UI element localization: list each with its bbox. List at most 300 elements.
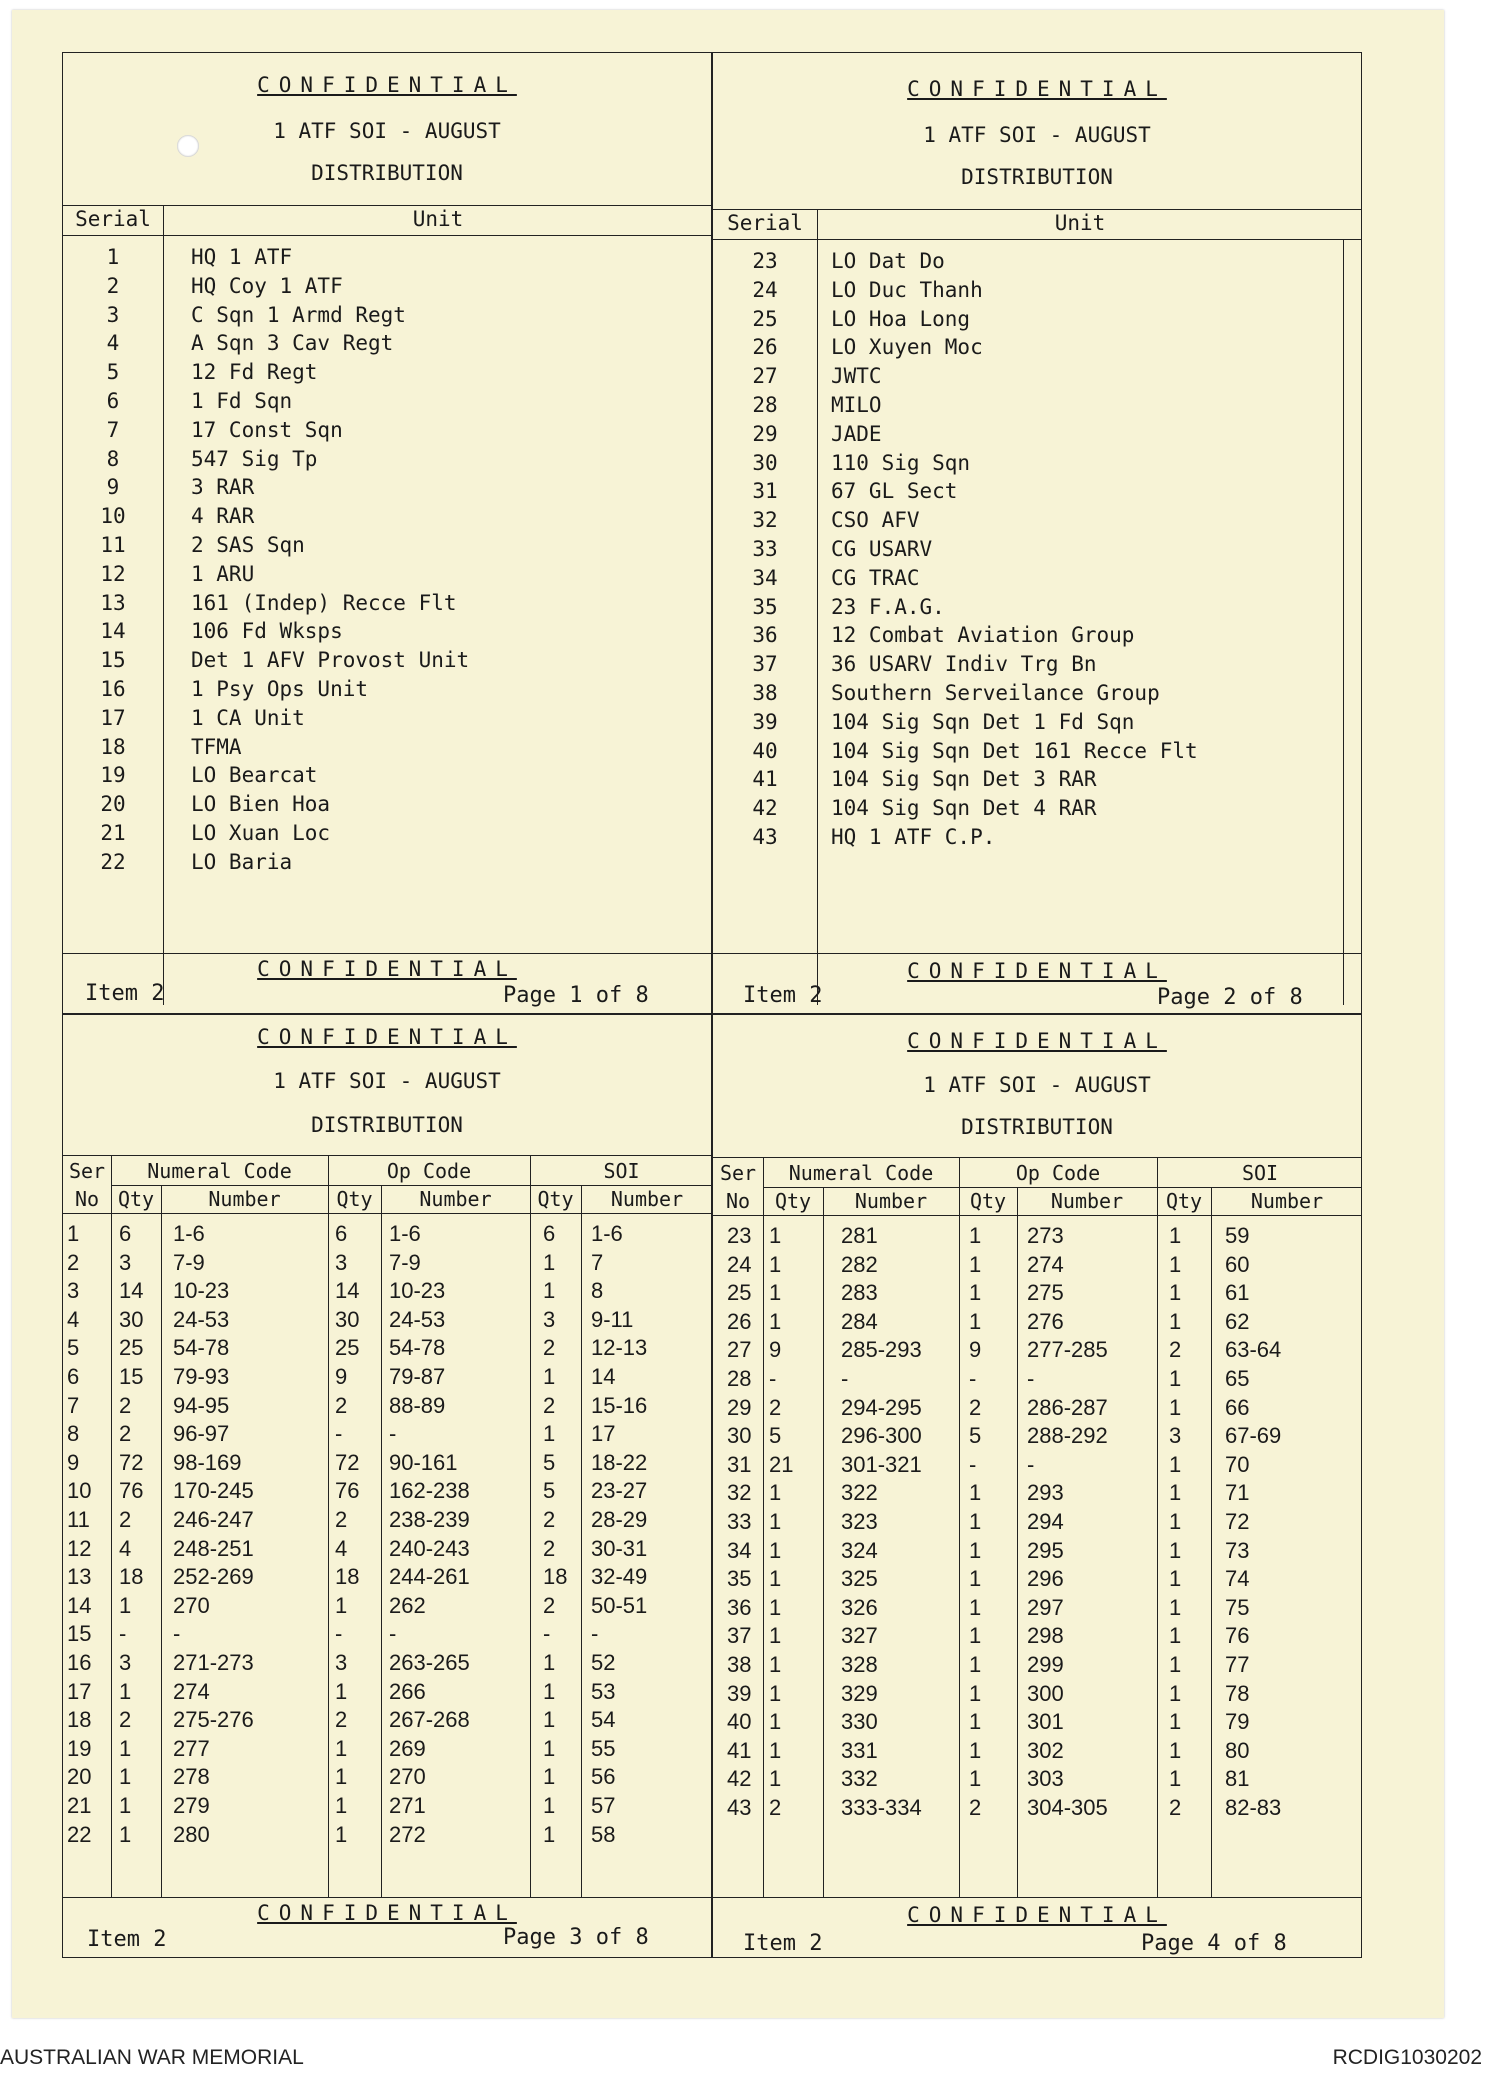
numeral-qty-cell: 3 bbox=[119, 1650, 132, 1675]
numeral-qty-cell: 1 bbox=[119, 1592, 132, 1618]
numeral-qty-cell: - bbox=[119, 1621, 127, 1647]
soi-number-cell: 52 bbox=[591, 1650, 616, 1675]
numeral-qty-cell: 2 bbox=[119, 1421, 132, 1447]
table-row bbox=[713, 1538, 1361, 1567]
soi-number-cell: 50-51 bbox=[591, 1592, 648, 1618]
op-qty-cell: 4 bbox=[335, 1535, 348, 1561]
numeral-number-cell: 282 bbox=[841, 1251, 878, 1277]
serial: 20 bbox=[100, 792, 126, 817]
serial: 17 bbox=[100, 705, 126, 730]
op-qty-cell: 2 bbox=[335, 1507, 348, 1532]
serial: 11 bbox=[100, 532, 126, 557]
op-number-cell: - bbox=[1027, 1366, 1035, 1391]
numeral-qty-cell: 1 bbox=[119, 1764, 132, 1790]
op-number-cell: 272 bbox=[389, 1821, 426, 1847]
numeral-qty-cell: 4 bbox=[119, 1535, 132, 1561]
qty-header: Qty bbox=[117, 1187, 155, 1211]
op-qty-cell: 1 bbox=[969, 1623, 982, 1649]
op-qty-cell: 1 bbox=[969, 1223, 982, 1248]
numeral-number-cell: 246-247 bbox=[173, 1507, 254, 1532]
unit: C Sqn 1 Armd Regt bbox=[191, 302, 406, 327]
soi-number-cell: 55 bbox=[591, 1735, 616, 1761]
numeral-number-cell: 96-97 bbox=[173, 1421, 230, 1447]
serial: 21 bbox=[100, 820, 126, 845]
unit: HQ 1 ATF bbox=[191, 245, 293, 269]
op-number-cell: 303 bbox=[1027, 1766, 1064, 1792]
op-qty-cell: 1 bbox=[969, 1566, 982, 1592]
serial: 23 bbox=[752, 249, 778, 273]
op-qty-cell: 1 bbox=[335, 1735, 348, 1761]
ser-no-cell: 16 bbox=[67, 1650, 92, 1675]
op-number-cell: 267-268 bbox=[389, 1707, 470, 1733]
table-row bbox=[63, 1450, 711, 1479]
op-number-cell: 240-243 bbox=[389, 1535, 470, 1561]
op-qty-cell: 1 bbox=[335, 1793, 348, 1818]
soi-number-cell: 14 bbox=[591, 1364, 616, 1389]
op-qty-cell: 1 bbox=[969, 1766, 982, 1792]
unit: Det 1 AFV Provost Unit bbox=[191, 648, 470, 673]
soi-number-cell: 79 bbox=[1225, 1709, 1250, 1735]
soi-number-cell: 57 bbox=[591, 1793, 616, 1818]
unit: 4 RAR bbox=[191, 504, 255, 529]
numeral-number-cell: 7-9 bbox=[173, 1249, 205, 1275]
ser-no-cell: 13 bbox=[67, 1564, 92, 1590]
table-row bbox=[63, 1278, 711, 1307]
op-code-header: Op Code bbox=[386, 1159, 472, 1183]
ser-no-cell: 11 bbox=[67, 1507, 90, 1532]
unit: Southern Serveilance Group bbox=[831, 680, 1160, 705]
number-header: Number bbox=[1250, 1189, 1324, 1213]
soi-qty-cell: 2 bbox=[1169, 1337, 1182, 1363]
ser-no-cell: 12 bbox=[67, 1535, 92, 1561]
op-qty-cell: 3 bbox=[335, 1650, 348, 1675]
table-row bbox=[63, 1250, 711, 1279]
op-number-cell: 275 bbox=[1027, 1280, 1064, 1306]
table-row bbox=[63, 1650, 711, 1679]
serial: 13 bbox=[100, 590, 126, 615]
unit-column-header: Unit bbox=[1054, 211, 1106, 235]
op-qty-cell: 1 bbox=[969, 1737, 982, 1763]
soi-number-cell: 78 bbox=[1225, 1680, 1250, 1706]
item-label: Item 2 bbox=[743, 1931, 823, 1956]
op-number-cell: 298 bbox=[1027, 1623, 1064, 1649]
unit-column-header: Unit bbox=[412, 207, 464, 231]
soi-number-cell: 15-16 bbox=[591, 1392, 648, 1418]
serial: 38 bbox=[752, 680, 778, 705]
numeral-number-cell: 330 bbox=[841, 1709, 878, 1735]
ser-no-cell: 34 bbox=[727, 1537, 752, 1563]
ser-no-cell: 27 bbox=[727, 1337, 752, 1363]
serial-list bbox=[63, 245, 163, 879]
unit-list bbox=[191, 245, 469, 879]
soi-qty-cell: 1 bbox=[1169, 1308, 1182, 1334]
soi-number-cell: 73 bbox=[1225, 1537, 1250, 1563]
page-4-panel bbox=[712, 1014, 1362, 1958]
numeral-qty-cell: 30 bbox=[119, 1306, 144, 1332]
soi-qty-cell: 1 bbox=[1169, 1709, 1182, 1735]
page-number: Page 1 of 8 bbox=[503, 983, 649, 1008]
op-number-cell: 269 bbox=[389, 1735, 426, 1761]
soi-number-cell: 28-29 bbox=[591, 1507, 648, 1532]
numeral-qty-cell: 1 bbox=[119, 1678, 132, 1704]
op-number-cell: 297 bbox=[1027, 1594, 1064, 1620]
op-qty-cell: 1 bbox=[969, 1652, 982, 1677]
ser-no-cell: 4 bbox=[67, 1306, 80, 1332]
serial: 24 bbox=[752, 277, 778, 302]
ser-header: Ser bbox=[68, 1159, 106, 1183]
numeral-qty-cell: 1 bbox=[769, 1680, 782, 1706]
number-header: Number bbox=[854, 1189, 928, 1213]
numeral-qty-cell: 21 bbox=[769, 1451, 794, 1477]
table-row bbox=[63, 1478, 711, 1507]
ser-no-cell: 3 bbox=[67, 1278, 80, 1304]
numeral-qty-cell: 1 bbox=[769, 1566, 782, 1592]
numeral-qty-cell: 1 bbox=[769, 1308, 782, 1334]
numeral-code-header: Numeral Code bbox=[147, 1159, 292, 1183]
op-qty-cell: 2 bbox=[969, 1394, 982, 1420]
table-row bbox=[713, 1252, 1361, 1281]
page-1-panel bbox=[62, 52, 712, 1014]
numeral-number-cell: 283 bbox=[841, 1280, 878, 1306]
archive-name: AUSTRALIAN WAR MEMORIAL bbox=[0, 2046, 304, 2069]
unit: 104 Sig Sqn Det 161 Recce Flt bbox=[831, 738, 1198, 763]
unit: JADE bbox=[831, 421, 882, 446]
soi-number-cell: 58 bbox=[591, 1821, 616, 1847]
unit: LO Duc Thanh bbox=[831, 277, 983, 302]
numeral-number-cell: 248-251 bbox=[173, 1535, 254, 1561]
op-qty-cell: 1 bbox=[969, 1280, 982, 1306]
numeral-number-cell: 79-93 bbox=[173, 1364, 230, 1389]
ser-no-cell: 36 bbox=[727, 1594, 752, 1620]
soi-qty-cell: 1 bbox=[1169, 1366, 1182, 1391]
serial: 27 bbox=[752, 364, 778, 389]
table-row bbox=[63, 1736, 711, 1765]
unit: CG TRAC bbox=[831, 565, 920, 590]
unit: TFMA bbox=[191, 734, 242, 759]
serial: 35 bbox=[752, 594, 778, 619]
op-number-cell: 273 bbox=[1027, 1223, 1064, 1248]
ser-no-cell: 42 bbox=[727, 1766, 752, 1792]
item-label: Item 2 bbox=[743, 983, 823, 1008]
soi-qty-cell: 1 bbox=[1169, 1566, 1182, 1592]
serial: 32 bbox=[752, 508, 778, 533]
numeral-number-cell: 284 bbox=[841, 1308, 878, 1334]
soi-number-cell: 80 bbox=[1225, 1737, 1250, 1763]
soi-header: SOI bbox=[603, 1159, 640, 1183]
numeral-number-cell: 281 bbox=[841, 1223, 878, 1248]
ser-no-cell: 26 bbox=[727, 1308, 752, 1334]
soi-qty-cell: 5 bbox=[543, 1449, 556, 1475]
soi-number-cell: 61 bbox=[1225, 1280, 1250, 1306]
serial: 26 bbox=[752, 335, 778, 360]
op-qty-cell: - bbox=[969, 1366, 977, 1391]
unit-list bbox=[831, 249, 1198, 854]
item-label: Item 2 bbox=[85, 981, 165, 1006]
op-number-cell: 266 bbox=[389, 1678, 426, 1704]
soi-qty-cell: 18 bbox=[543, 1564, 568, 1590]
qty-header: Qty bbox=[1165, 1189, 1203, 1213]
op-number-cell: 263-265 bbox=[389, 1650, 470, 1675]
table-row bbox=[713, 1309, 1361, 1338]
unit: 1 ARU bbox=[191, 561, 255, 586]
serial: 15 bbox=[100, 648, 126, 673]
table-row bbox=[713, 1280, 1361, 1309]
unit: 104 Sig Sqn Det 4 RAR bbox=[831, 796, 1097, 821]
serial: 6 bbox=[106, 388, 120, 413]
page-number: Page 3 of 8 bbox=[503, 1925, 649, 1950]
soi-qty-cell: 3 bbox=[1169, 1423, 1182, 1449]
soi-qty-cell: 1 bbox=[1169, 1223, 1182, 1248]
soi-qty-cell: 6 bbox=[543, 1221, 556, 1246]
op-qty-cell: 14 bbox=[335, 1278, 360, 1304]
numeral-number-cell: 280 bbox=[173, 1821, 210, 1847]
soi-qty-cell: 1 bbox=[543, 1821, 556, 1847]
table-row bbox=[63, 1621, 711, 1650]
table-row bbox=[63, 1707, 711, 1736]
op-qty-cell: 2 bbox=[969, 1795, 982, 1820]
op-number-cell: 296 bbox=[1027, 1566, 1064, 1592]
soi-number-cell: 76 bbox=[1225, 1623, 1250, 1649]
soi-number-cell: 60 bbox=[1225, 1251, 1250, 1277]
numeral-qty-cell: 1 bbox=[769, 1652, 782, 1677]
numeral-qty-cell: 2 bbox=[119, 1707, 132, 1733]
numeral-qty-cell: 18 bbox=[119, 1564, 144, 1590]
qty-header: Qty bbox=[774, 1189, 812, 1213]
ser-no-cell: 29 bbox=[727, 1394, 752, 1420]
serial: 22 bbox=[100, 849, 126, 874]
unit: 17 Const Sqn bbox=[191, 417, 343, 442]
soi-qty-cell: 2 bbox=[1169, 1795, 1182, 1820]
ser-no-cell: 15 bbox=[67, 1621, 92, 1647]
soi-qty-cell: 1 bbox=[1169, 1680, 1182, 1706]
op-qty-cell: 3 bbox=[335, 1249, 348, 1275]
op-number-cell: 274 bbox=[1027, 1251, 1064, 1277]
unit: LO Xuan Loc bbox=[191, 820, 331, 845]
numeral-code-header: Numeral Code bbox=[788, 1161, 934, 1185]
op-qty-cell: 1 bbox=[335, 1678, 348, 1704]
numeral-qty-cell: 9 bbox=[769, 1337, 782, 1363]
soi-qty-cell: 1 bbox=[543, 1735, 556, 1761]
ser-no-cell: 28 bbox=[727, 1366, 752, 1391]
ser-no-cell: 20 bbox=[67, 1764, 92, 1790]
serial: 36 bbox=[752, 623, 778, 648]
op-number-cell: 288-292 bbox=[1027, 1423, 1108, 1449]
ser-no-cell: 25 bbox=[727, 1280, 752, 1306]
numeral-number-cell: 301-321 bbox=[841, 1451, 922, 1477]
confidential-heading: CONFIDENTIAL bbox=[257, 73, 517, 97]
page-2-panel bbox=[712, 52, 1362, 1014]
ser-no-cell: 5 bbox=[67, 1335, 80, 1361]
ser-no-cell: 7 bbox=[67, 1392, 80, 1418]
soi-qty-cell: 2 bbox=[543, 1592, 556, 1618]
table-row bbox=[713, 1795, 1361, 1824]
ser-no-cell: 41 bbox=[727, 1737, 752, 1763]
ser-no-cell: 21 bbox=[67, 1793, 92, 1818]
numeral-qty-cell: 2 bbox=[769, 1795, 782, 1820]
numeral-number-cell: 325 bbox=[841, 1566, 878, 1592]
ser-no-cell: 35 bbox=[727, 1566, 752, 1592]
soi-qty-cell: 1 bbox=[543, 1764, 556, 1790]
op-qty-cell: 1 bbox=[969, 1709, 982, 1735]
soi-qty-cell: 1 bbox=[1169, 1509, 1182, 1534]
numeral-number-cell: - bbox=[841, 1366, 849, 1391]
number-header: Number bbox=[419, 1187, 492, 1211]
table-row bbox=[713, 1337, 1361, 1366]
page-number: Page 2 of 8 bbox=[1157, 985, 1303, 1010]
soi-number-cell: 9-11 bbox=[591, 1306, 634, 1332]
serial: 16 bbox=[100, 676, 126, 701]
numeral-number-cell: 275-276 bbox=[173, 1707, 254, 1733]
numeral-qty-cell: 1 bbox=[769, 1709, 782, 1735]
op-qty-cell: - bbox=[335, 1621, 343, 1647]
table-row bbox=[713, 1223, 1361, 1252]
ser-no-cell: 39 bbox=[727, 1680, 752, 1706]
numeral-qty-cell: 1 bbox=[119, 1821, 132, 1847]
op-qty-cell: 1 bbox=[969, 1537, 982, 1563]
unit: CSO AFV bbox=[831, 508, 920, 533]
numeral-qty-cell: 25 bbox=[119, 1335, 144, 1361]
op-qty-cell: - bbox=[969, 1451, 977, 1477]
op-number-cell: 293 bbox=[1027, 1480, 1064, 1506]
soi-qty-cell: 1 bbox=[1169, 1280, 1182, 1306]
unit: 161 (Indep) Recce Flt bbox=[191, 590, 457, 615]
numeral-qty-cell: 3 bbox=[119, 1249, 132, 1275]
numeral-qty-cell: 1 bbox=[769, 1480, 782, 1506]
soi-number-cell: 7 bbox=[591, 1249, 604, 1275]
table-row bbox=[63, 1793, 711, 1822]
serial: 4 bbox=[106, 331, 120, 356]
serial: 30 bbox=[752, 450, 778, 475]
numeral-number-cell: 323 bbox=[841, 1509, 878, 1534]
table-row bbox=[63, 1507, 711, 1536]
unit: LO Baria bbox=[191, 849, 293, 874]
table-row bbox=[63, 1221, 711, 1250]
serial-column-header: Serial bbox=[727, 211, 803, 235]
op-number-cell: 262 bbox=[389, 1592, 426, 1618]
soi-qty-cell: 1 bbox=[1169, 1251, 1182, 1277]
op-qty-cell: 72 bbox=[335, 1449, 360, 1475]
numeral-number-cell: - bbox=[173, 1621, 181, 1647]
soi-number-cell: 23-27 bbox=[591, 1478, 648, 1504]
op-qty-cell: 1 bbox=[335, 1821, 348, 1847]
unit: 104 Sig Sqn Det 3 RAR bbox=[831, 767, 1097, 792]
soi-qty-cell: - bbox=[543, 1621, 551, 1647]
ser-no-cell: 32 bbox=[727, 1480, 752, 1506]
soi-number-cell: 82-83 bbox=[1225, 1795, 1282, 1820]
ser-no-cell: 24 bbox=[727, 1251, 752, 1277]
numeral-number-cell: 328 bbox=[841, 1652, 878, 1677]
serial: 43 bbox=[752, 824, 778, 849]
soi-qty-cell: 5 bbox=[543, 1478, 556, 1504]
table-row bbox=[63, 1393, 711, 1422]
soi-qty-cell: 2 bbox=[543, 1507, 556, 1532]
soi-header: SOI bbox=[1241, 1161, 1279, 1185]
ser-no-cell: 37 bbox=[727, 1623, 752, 1649]
numeral-number-cell: 331 bbox=[841, 1737, 878, 1763]
serial: 31 bbox=[752, 479, 778, 504]
soi-number-cell: 54 bbox=[591, 1707, 616, 1733]
numeral-qty-cell: 1 bbox=[769, 1737, 782, 1763]
table-row bbox=[63, 1364, 711, 1393]
serial: 7 bbox=[106, 417, 120, 442]
serial: 33 bbox=[752, 536, 778, 561]
unit: 23 F.A.G. bbox=[831, 594, 945, 619]
op-number-cell: 88-89 bbox=[389, 1392, 446, 1418]
numeral-qty-cell: 1 bbox=[119, 1735, 132, 1761]
soi-qty-cell: 3 bbox=[543, 1306, 556, 1332]
ser-no-cell: 23 bbox=[727, 1223, 752, 1248]
soi-qty-cell: 1 bbox=[543, 1249, 556, 1275]
serial-column-header: Serial bbox=[75, 207, 151, 231]
soi-number-cell: 8 bbox=[591, 1278, 604, 1304]
op-qty-cell: 6 bbox=[335, 1221, 348, 1246]
numeral-qty-cell: 2 bbox=[769, 1394, 782, 1420]
op-number-cell: 24-53 bbox=[389, 1306, 446, 1332]
distribution-heading: DISTRIBUTION bbox=[961, 1115, 1113, 1139]
numeral-qty-cell: 1 bbox=[769, 1537, 782, 1563]
unit: 547 Sig Tp bbox=[191, 446, 318, 471]
serial: 1 bbox=[106, 245, 120, 269]
unit: 1 Psy Ops Unit bbox=[191, 676, 369, 701]
soi-number-cell: 12-13 bbox=[591, 1335, 648, 1361]
table-row bbox=[713, 1709, 1361, 1738]
serial: 8 bbox=[106, 446, 120, 471]
table-row bbox=[713, 1452, 1361, 1481]
op-number-cell: 286-287 bbox=[1027, 1394, 1108, 1420]
op-number-cell: 271 bbox=[389, 1793, 426, 1818]
unit: MILO bbox=[831, 392, 882, 417]
unit: LO Xuyen Moc bbox=[831, 335, 983, 360]
ser-no-cell: 18 bbox=[67, 1707, 92, 1733]
confidential-footer: CONFIDENTIAL bbox=[907, 959, 1167, 983]
unit: HQ Coy 1 ATF bbox=[191, 273, 343, 298]
unit: A Sqn 3 Cav Regt bbox=[191, 331, 394, 356]
op-qty-cell: 5 bbox=[969, 1423, 982, 1449]
number-header: Number bbox=[208, 1187, 281, 1211]
number-header: Number bbox=[610, 1187, 684, 1211]
numeral-qty-cell: 1 bbox=[119, 1793, 132, 1818]
soi-qty-cell: 1 bbox=[1169, 1737, 1182, 1763]
numeral-number-cell: 279 bbox=[173, 1793, 210, 1818]
ser-no-cell: 14 bbox=[67, 1592, 92, 1618]
serial: 34 bbox=[752, 565, 778, 590]
number-header: Number bbox=[1050, 1189, 1124, 1213]
op-number-cell: 304-305 bbox=[1027, 1795, 1108, 1820]
numeral-number-cell: 252-269 bbox=[173, 1564, 254, 1590]
ser-no-cell: 19 bbox=[67, 1735, 92, 1761]
confidential-footer: CONFIDENTIAL bbox=[257, 1901, 517, 1925]
soi-title: 1 ATF SOI - AUGUST bbox=[923, 1073, 1151, 1097]
numeral-number-cell: 94-95 bbox=[173, 1392, 230, 1418]
numeral-number-cell: 278 bbox=[173, 1764, 210, 1790]
table-row bbox=[713, 1423, 1361, 1452]
op-qty-cell: 1 bbox=[969, 1509, 982, 1534]
table-row bbox=[713, 1766, 1361, 1795]
unit: 110 Sig Sqn bbox=[831, 450, 971, 475]
ser-no-cell: 40 bbox=[727, 1709, 752, 1735]
numeral-qty-cell: 5 bbox=[769, 1423, 782, 1449]
soi-title: 1 ATF SOI - AUGUST bbox=[273, 1069, 501, 1093]
serial: 41 bbox=[752, 767, 778, 792]
numeral-number-cell: 327 bbox=[841, 1623, 878, 1649]
numeral-qty-cell: 1 bbox=[769, 1509, 782, 1534]
no-header: No bbox=[74, 1187, 100, 1211]
soi-qty-cell: 2 bbox=[543, 1392, 556, 1418]
op-number-cell: 300 bbox=[1027, 1680, 1064, 1706]
table-row bbox=[713, 1480, 1361, 1509]
soi-number-cell: - bbox=[591, 1621, 599, 1647]
unit: 1 Fd Sqn bbox=[191, 388, 293, 413]
